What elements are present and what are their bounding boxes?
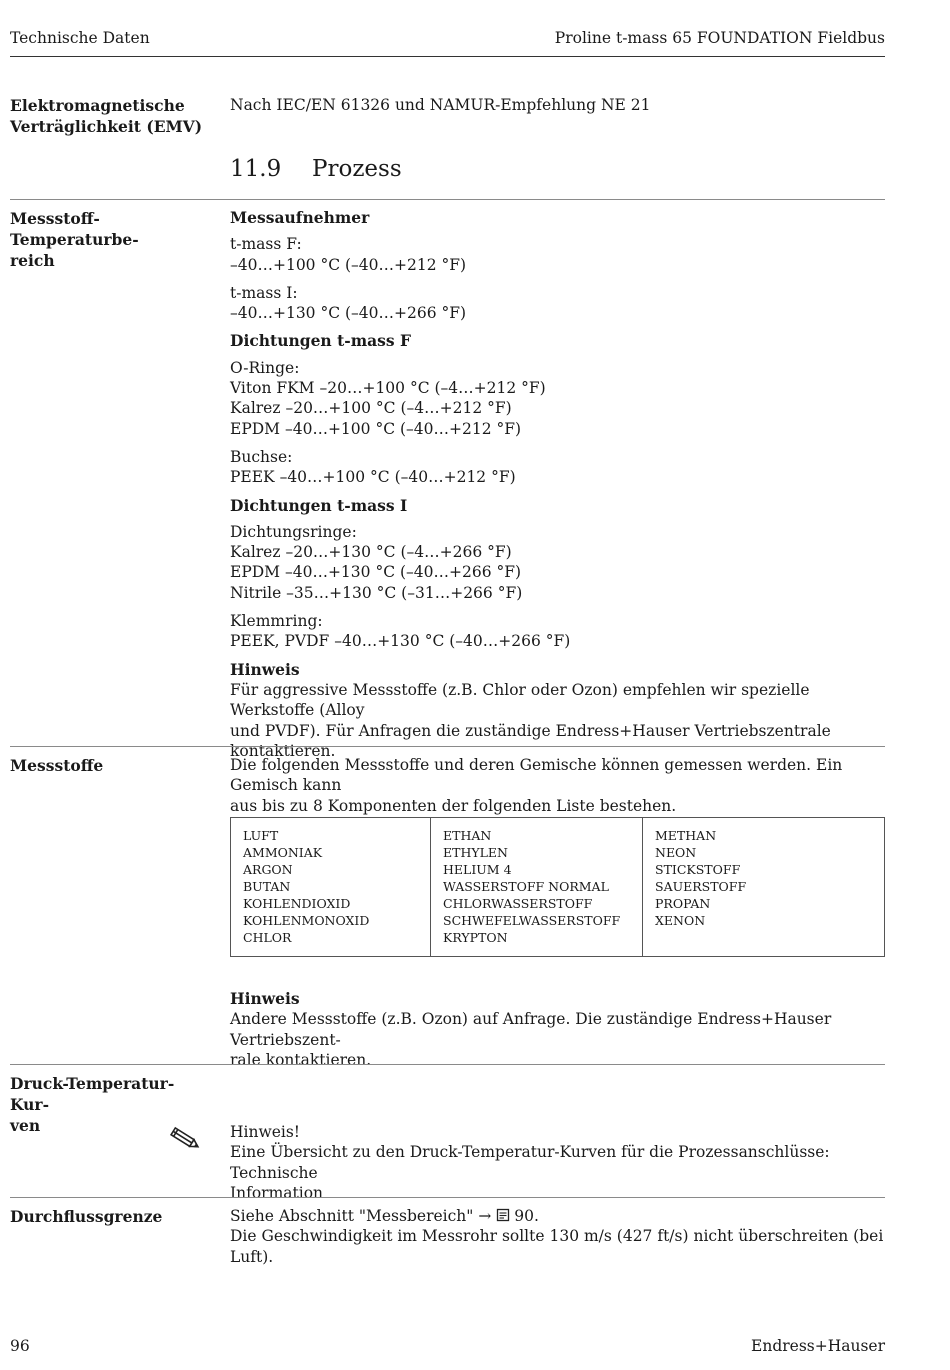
footer-brand: Endress+Hauser bbox=[751, 1337, 885, 1355]
media-item: PROPAN bbox=[655, 896, 711, 911]
orings-label: O-Ringe: bbox=[230, 358, 300, 377]
pt-note bbox=[230, 1122, 890, 1203]
tmass-f-label: t-mass F: bbox=[230, 235, 302, 254]
oring-item: EPDM –40…+100 °C (–40…+212 °F) bbox=[230, 419, 522, 438]
media-table bbox=[230, 817, 885, 957]
pt-note-heading: Hinweis! bbox=[230, 1123, 301, 1141]
header-right: Proline t-mass 65 FOUNDATION Fieldbus bbox=[554, 29, 885, 47]
media-note-line1: Andere Messstoffe (z.B. Ozon) auf Anfrage. Die zuständige Endress+Hauser Vertriebszent- bbox=[230, 1010, 832, 1049]
media-item: SAUERSTOFF bbox=[655, 879, 747, 894]
seals-f-heading: Dichtungen t-mass F bbox=[230, 331, 411, 351]
temp-label-line1: Messstoff-Temperaturbe- bbox=[10, 209, 139, 249]
media-item: ETHAN bbox=[443, 828, 492, 843]
sealrings-label: Dichtungsringe: bbox=[230, 522, 357, 541]
temp-label bbox=[10, 208, 210, 271]
pt-note-line1: Eine Übersicht zu den Druck-Temperatur-Kurven für die Prozessanschlüsse: Technische bbox=[230, 1143, 830, 1182]
orings-block bbox=[230, 358, 890, 439]
divider-media bbox=[10, 746, 885, 747]
divider-pt bbox=[10, 1064, 885, 1065]
tmass-i-value: –40…+130 °C (–40…+266 °F) bbox=[230, 304, 467, 323]
bushing-label: Buchse: bbox=[230, 447, 293, 466]
tmass-i-label: t-mass I: bbox=[230, 283, 298, 302]
flow-content bbox=[230, 1206, 890, 1267]
media-item: KRYPTON bbox=[443, 930, 508, 945]
flow-line2: Die Geschwindigkeit im Messrohr sollte 130 m/s (427 ft/s) nicht überschreiten (bei Luft). bbox=[230, 1227, 884, 1266]
oring-item: Viton FKM –20…+100 °C (–4…+212 °F) bbox=[230, 379, 546, 398]
temp-content bbox=[230, 208, 890, 761]
bushing-value: PEEK –40…+100 °C (–40…+212 °F) bbox=[230, 468, 516, 487]
media-label: Messstoffe bbox=[10, 756, 104, 775]
media-item: KOHLENDIOXID bbox=[243, 896, 351, 911]
section-number: 11.9 bbox=[230, 156, 282, 182]
media-item: SCHWEFELWASSERSTOFF bbox=[443, 913, 621, 928]
media-item: CHLOR bbox=[243, 930, 292, 945]
oring-item: Kalrez –20…+100 °C (–4…+212 °F) bbox=[230, 399, 512, 418]
sealrings-block bbox=[230, 522, 890, 603]
clamp-label: Klemmring: bbox=[230, 612, 323, 631]
tmass-f-block bbox=[230, 234, 890, 275]
media-item: METHAN bbox=[655, 828, 717, 843]
section-title bbox=[230, 155, 402, 183]
media-intro bbox=[230, 755, 890, 816]
bushing-block bbox=[230, 447, 890, 488]
header-left: Technische Daten bbox=[10, 29, 150, 47]
seals-i-heading: Dichtungen t-mass I bbox=[230, 495, 408, 515]
media-item: LUFT bbox=[243, 828, 279, 843]
sealring-item: EPDM –40…+130 °C (–40…+266 °F) bbox=[230, 563, 522, 582]
section-name: Prozess bbox=[312, 156, 402, 182]
media-intro-line2: aus bis zu 8 Komponenten der folgenden Liste bestehen. bbox=[230, 796, 677, 815]
section-rule bbox=[10, 199, 885, 200]
media-column-3 bbox=[643, 818, 885, 957]
media-note bbox=[230, 989, 890, 1070]
media-column-1 bbox=[231, 818, 431, 957]
flow-label: Durchflussgrenze bbox=[10, 1207, 163, 1226]
media-item: WASSERSTOFF NORMAL bbox=[443, 879, 609, 894]
temp-label-line2: reich bbox=[10, 251, 55, 270]
emv-label-line2: Verträglichkeit (EMV) bbox=[10, 117, 203, 136]
temp-note-line1: Für aggressive Messstoffe (z.B. Chlor oder Ozon) empfehlen wir spezielle Werkstoffe (Alloy bbox=[230, 680, 810, 720]
clamp-block bbox=[230, 611, 890, 652]
page-number: 96 bbox=[10, 1337, 30, 1355]
pt-label-line2: ven bbox=[10, 1116, 41, 1135]
clamp-value: PEEK, PVDF –40…+130 °C (–40…+266 °F) bbox=[230, 632, 571, 651]
media-item: AMMONIAK bbox=[243, 845, 323, 860]
media-item: NEON bbox=[655, 845, 697, 860]
flow-reference-text: Siehe Abschnitt "Messbereich" → bbox=[230, 1207, 497, 1225]
media-note-heading: Hinweis bbox=[230, 989, 300, 1008]
media-item: XENON bbox=[655, 913, 706, 928]
flow-line1 bbox=[230, 1206, 890, 1226]
emv-text: Nach IEC/EN 61326 und NAMUR-Empfehlung NE 21 bbox=[230, 96, 651, 114]
sensor-heading: Messaufnehmer bbox=[230, 208, 370, 227]
sealring-item: Nitrile –35…+130 °C (–31…+266 °F) bbox=[230, 583, 523, 602]
media-item: ARGON bbox=[243, 862, 293, 877]
emv-label bbox=[10, 95, 210, 137]
tmass-i-block bbox=[230, 283, 890, 324]
divider-flow bbox=[10, 1197, 885, 1198]
pt-note-line2: Information bbox=[230, 1183, 324, 1202]
flow-page-link[interactable]: 90. bbox=[514, 1207, 539, 1225]
media-note-line2: rale kontaktieren. bbox=[230, 1050, 372, 1069]
media-item: HELIUM 4 bbox=[443, 862, 512, 877]
page-reference-icon bbox=[496, 1208, 510, 1222]
temp-note-heading: Hinweis bbox=[230, 659, 300, 679]
emv-label-line1: Elektromagnetische bbox=[10, 96, 185, 115]
media-item: KOHLENMONOXID bbox=[243, 913, 370, 928]
media-item: STICKSTOFF bbox=[655, 862, 741, 877]
tmass-f-value: –40…+100 °C (–40…+212 °F) bbox=[230, 255, 467, 274]
header-rule bbox=[10, 56, 885, 57]
media-column-2 bbox=[431, 818, 643, 957]
media-item: CHLORWASSERSTOFF bbox=[443, 896, 593, 911]
sealring-item: Kalrez –20…+130 °C (–4…+266 °F) bbox=[230, 543, 512, 562]
media-item: ETHYLEN bbox=[443, 845, 508, 860]
pt-label-line1: Druck-Temperatur-Kur- bbox=[10, 1074, 175, 1114]
media-intro-line1: Die folgenden Messstoffe und deren Gemische können gemessen werden. Ein Gemisch kann bbox=[230, 756, 843, 795]
temp-note-line2: und PVDF). Für Anfragen die zuständige Endress+Hauser Vertriebszentrale kontaktieren. bbox=[230, 721, 831, 760]
pencil-icon bbox=[162, 1123, 202, 1153]
media-item: BUTAN bbox=[243, 879, 291, 894]
